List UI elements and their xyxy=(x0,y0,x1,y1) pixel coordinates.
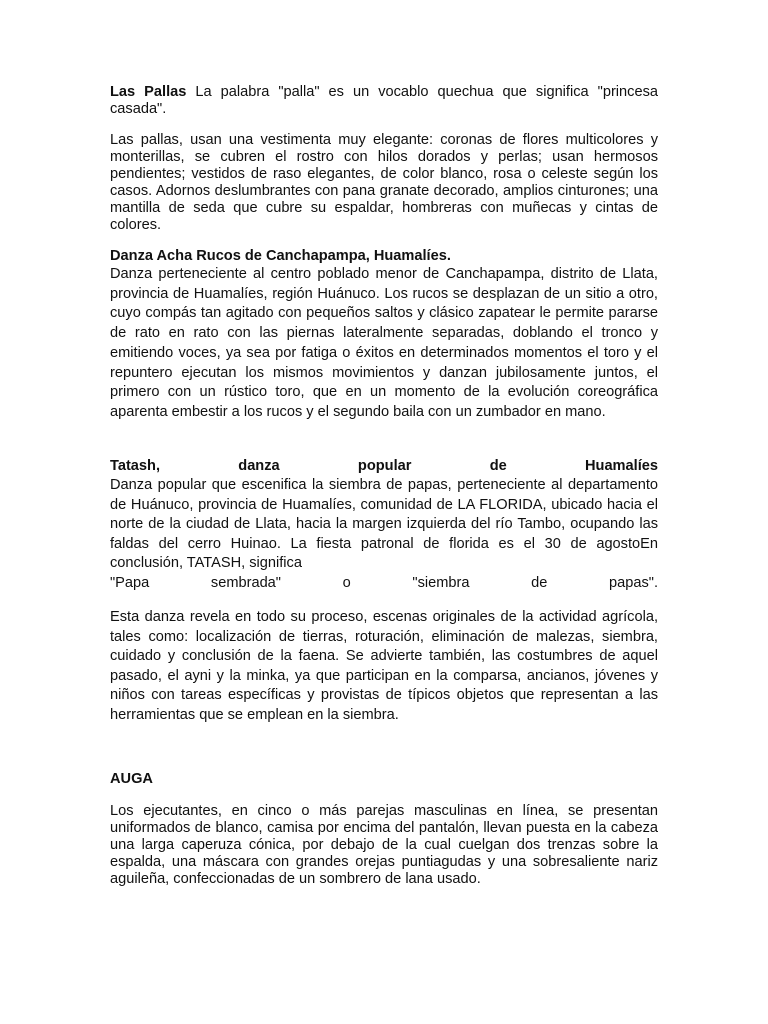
tatash-process-paragraph: Esta danza revela en todo su proceso, escenas originales de la actividad agrícola, tales como: localización de tierras, roturación, eliminación de malezas, siembra, cuidado y conclusión de la faena. Se advierte también, las costumbres de aquel pasado, el ayni y la minka, ya que participan en la comparsa, ancianos, jóvenes y niños con tareas específicas y provistas de típicos objetos que representan a las herramientas que se emplean en la siembra. xyxy=(110,609,658,723)
tatash-last-word: "Papa xyxy=(110,574,150,591)
tatash-title-word: danza xyxy=(238,457,280,474)
tatash-last-word: de xyxy=(531,574,548,591)
tatash-title-word: Huamalíes xyxy=(584,457,658,474)
tatash-paragraph: Danza popular que escenifica la siembra de papas, perteneciente al departamento de Huánuco, provincia de Huamalíes, comunidad de LA FLORIDA, ubicado hacia el norte de la ciudad de Llata, hacia la margen izquierda del río Tambo, ocupando las faldas del cerro Huinao. La fiesta patronal de florida es el 30 de agostoEn conclusión, TATASH, significa xyxy=(110,477,658,572)
tatash-title-word: de xyxy=(489,457,507,474)
acha-rucos-paragraph: Danza perteneciente al centro poblado menor de Canchapampa, distrito de Llata, provincia de Huamalíes, región Huánuco. Los rucos se desplazan de un sitio a otro, cuyo compás tan agitado con pequeños saltos y clásico zapatear le permite pararse de rato en rato con las piernas lateralmente separadas, doblando el tronco y emitiendo voces, ya sea por fatiga o éxitos en determinados momentos el toro y el repuntero ejecutan los mismos movimientos y danzan jubilosamente juntos, el primero con un rústico toro, que en un momento de la evolución coreográfica aparenta embestir a los rucos y el segundo baila con un zumbador en mano. xyxy=(110,266,658,420)
tatash-last-word: o xyxy=(342,574,351,591)
pallas-intro-text: La palabra "palla" es un vocablo quechua que significa "princesa casada". xyxy=(110,84,658,117)
tatash-title-word: Tatash, xyxy=(110,457,161,474)
pallas-description-paragraph: Las pallas, usan una vestimenta muy elegante: coronas de flores multicolores y monterillas, se cubren el rostro con hilos dorados y perlas; usan hermosos pendientes; vestidos de raso elegantes, de color blanco, rosa o celeste según los casos. Adornos deslumbrantes con pana granate decorado, amplios cinturones; una mantilla de seda que cubre su espaldar, hombreras con muñecas y cintas de colores. xyxy=(110,132,658,233)
auga-title: AUGA xyxy=(110,771,153,788)
tatash-title-word: popular xyxy=(357,457,412,474)
tatash-last-word: "siembra xyxy=(412,574,470,591)
acha-rucos-title: Danza Acha Rucos de Canchapampa, Huamalíes. xyxy=(110,248,451,264)
auga-paragraph: Los ejecutantes, en cinco o más parejas masculinas en línea, se presentan uniformados de blanco, camisa por encima del pantalón, llevan puesta en la cabeza una larga caperuza cónica, por debajo de la cual cuelgan dos trenzas sobre la espalda, una máscara con grandes orejas puntiagudas y una sobresaliente nariz aguileña, confeccionadas de un sombrero de lana usado. xyxy=(110,803,658,888)
pallas-title: Las Pallas xyxy=(110,84,187,100)
pallas-intro-paragraph xyxy=(110,84,658,118)
document-page xyxy=(110,84,658,888)
tatash-last-word: sembrada" xyxy=(210,574,281,591)
tatash-title xyxy=(110,457,658,477)
tatash-last-word: papas". xyxy=(609,574,658,591)
tatash-last-line xyxy=(110,574,658,594)
